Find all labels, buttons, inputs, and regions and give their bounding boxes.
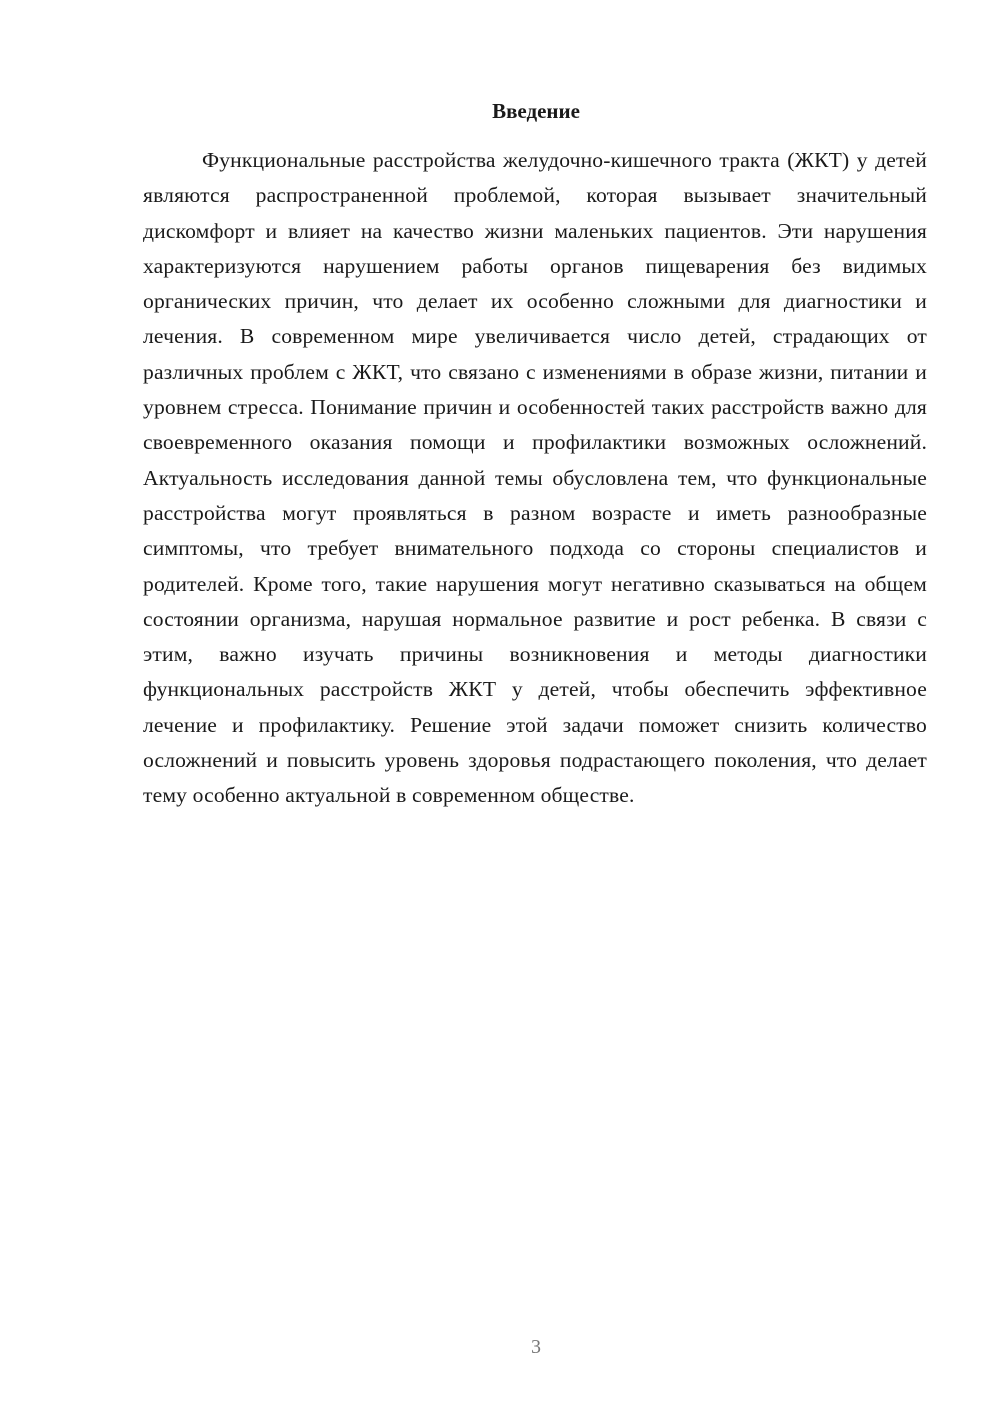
body-paragraph: Функциональные расстройства желудочно-кишечного тракта (ЖКТ) у детей являются распространенной проблемой, которая вызывает значительный дискомфорт и влияет на качество жизни маленьких пациентов. Эти нарушения характеризуются нарушением работы органов пищеварения без видимых органических причин, что делает их особенно сложными для диагностики и лечения. В современном мире увеличивается число детей, страдающих от различных проблем с ЖКТ, что связано с изменениями в образе жизни, питании и уровнем стресса. Понимание причин и особенностей таких расстройств важно для своевременного оказания помощи и профилактики возможных осложнений. Актуальность исследования данной темы обусловлена тем, что функциональные расстройства могут проявляться в разном возрасте и иметь разнообразные симптомы, что требует внимательного подхода со стороны специалистов и родителей. Кроме того, такие нарушения могут негативно сказываться на общем состоянии организма, нарушая нормальное развитие и рост ребенка. В связи с этим, важно изучать причины возникновения и методы диагностики функциональных расстройств ЖКТ у детей, чтобы обеспечить эффективное лечение и профилактику. Решение этой задачи поможет снизить количество осложнений и повысить уровень здоровья подрастающего поколения, что делает тему особенно актуальной в современном обществе.	[143, 148, 927, 808]
page-title: Введение	[492, 99, 580, 123]
page-number: 3	[531, 1336, 541, 1358]
